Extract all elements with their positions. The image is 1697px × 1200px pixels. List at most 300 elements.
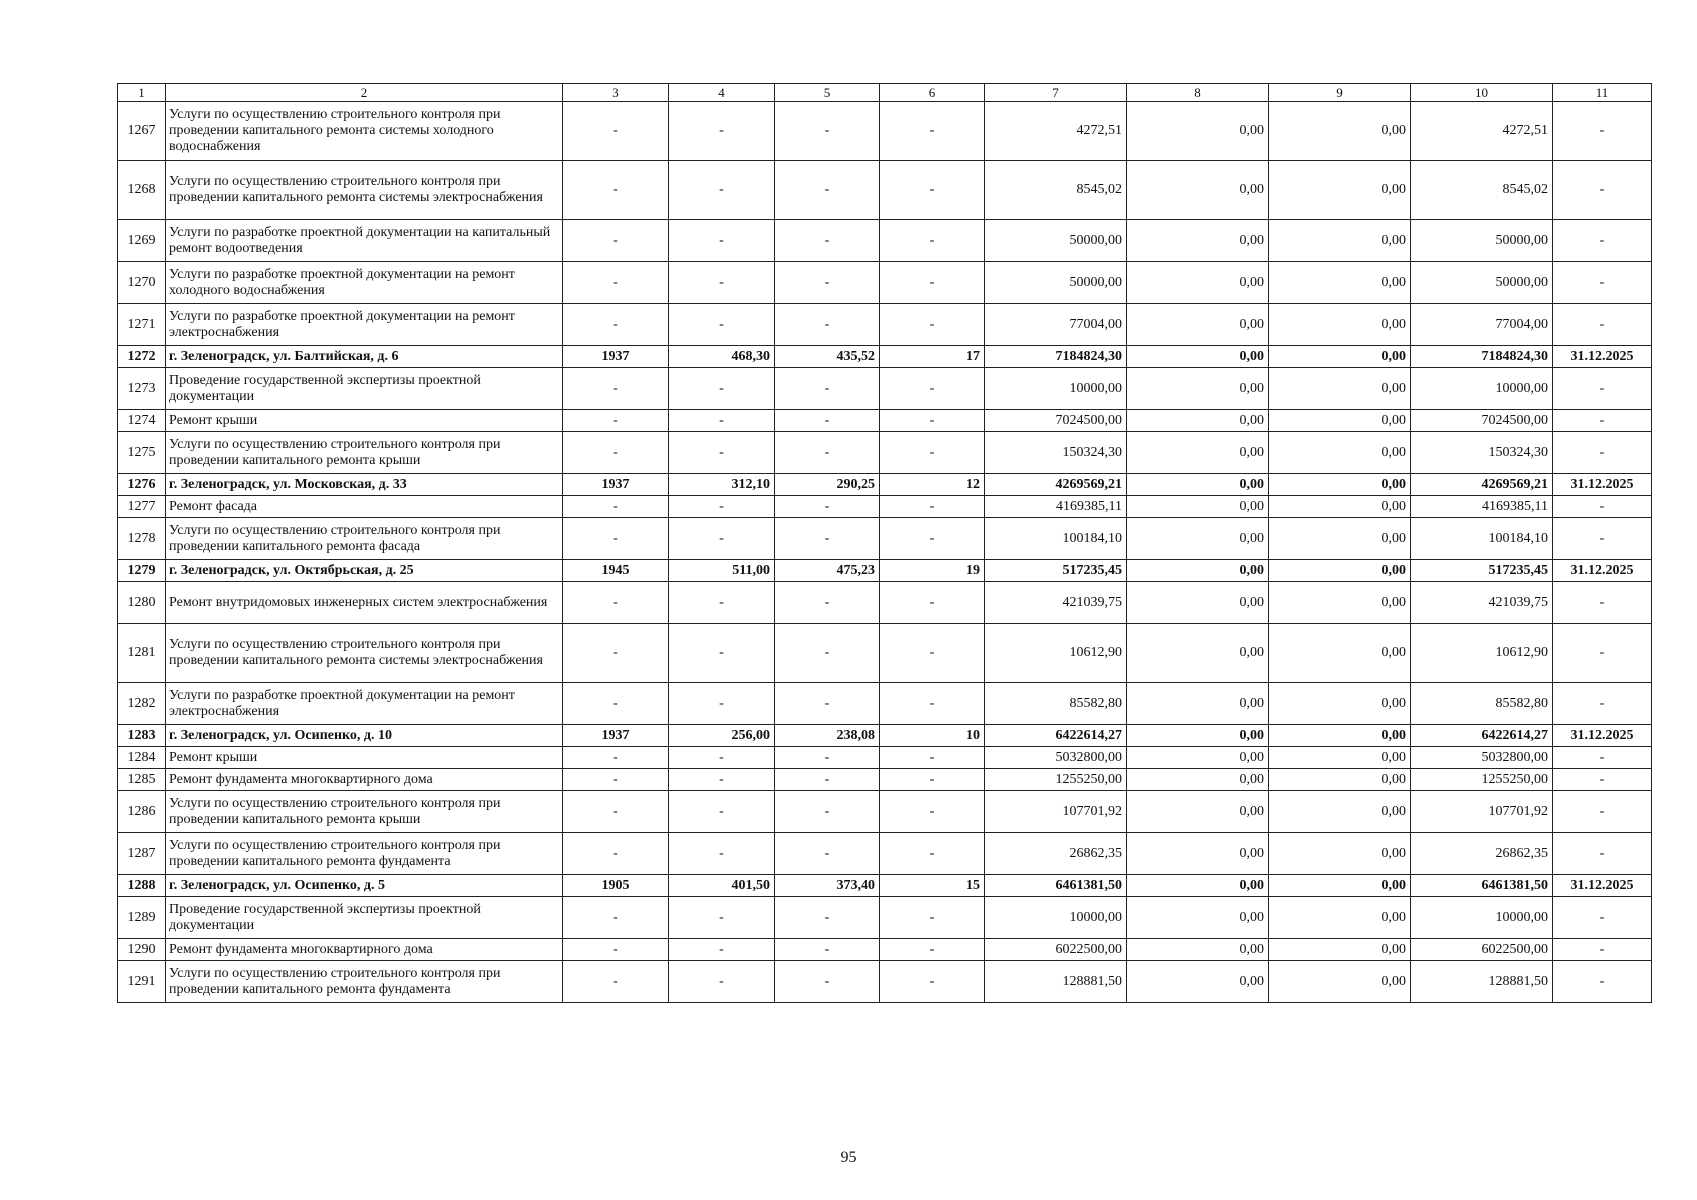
cell-residents: - (880, 961, 985, 1003)
cell-cost-fund-b: 0,00 (1269, 769, 1411, 791)
table-row (118, 683, 1652, 725)
cell-row-number: 1284 (118, 747, 166, 769)
cell-completion-date: - (1553, 432, 1652, 474)
cell-build-year: - (563, 582, 669, 624)
cell-cost-owners: 10000,00 (1411, 368, 1553, 410)
cell-cost-fund-a: 0,00 (1127, 725, 1269, 747)
cell-total-area: 256,00 (669, 725, 775, 747)
cell-total-area: 511,00 (669, 560, 775, 582)
cell-cost-fund-b: 0,00 (1269, 518, 1411, 560)
cell-cost-fund-a: 0,00 (1127, 875, 1269, 897)
cell-living-area: - (775, 961, 880, 1003)
cell-total-area: - (669, 747, 775, 769)
cell-work-name: Услуги по разработке проектной документации на ремонт холодного водоснабжения (166, 262, 563, 304)
cell-cost-total: 100184,10 (985, 518, 1127, 560)
cell-cost-fund-a: 0,00 (1127, 102, 1269, 161)
cell-build-year: 1937 (563, 346, 669, 368)
cell-cost-fund-a: 0,00 (1127, 897, 1269, 939)
cell-build-year: - (563, 304, 669, 346)
cell-cost-total: 7024500,00 (985, 410, 1127, 432)
cell-cost-fund-b: 0,00 (1269, 410, 1411, 432)
cell-total-area: - (669, 496, 775, 518)
cell-total-area: - (669, 262, 775, 304)
cell-completion-date: - (1553, 582, 1652, 624)
cell-cost-fund-b: 0,00 (1269, 747, 1411, 769)
table-row (118, 791, 1652, 833)
cell-completion-date: - (1553, 161, 1652, 220)
cell-cost-fund-b: 0,00 (1269, 161, 1411, 220)
cell-cost-total: 50000,00 (985, 262, 1127, 304)
cell-total-area: - (669, 368, 775, 410)
cell-cost-fund-b: 0,00 (1269, 102, 1411, 161)
col-header-9: 9 (1269, 84, 1411, 102)
cell-total-area: - (669, 939, 775, 961)
cell-build-year: - (563, 624, 669, 683)
cell-cost-total: 85582,80 (985, 683, 1127, 725)
cell-row-number: 1281 (118, 624, 166, 683)
cell-work-name: Услуги по осуществлению строительного контроля при проведении капитального ремонта фасада (166, 518, 563, 560)
cell-cost-total: 10000,00 (985, 897, 1127, 939)
cell-residents: - (880, 368, 985, 410)
cell-work-name: Услуги по разработке проектной документации на капитальный ремонт водоотведения (166, 220, 563, 262)
cell-row-number: 1280 (118, 582, 166, 624)
cell-row-number: 1279 (118, 560, 166, 582)
table-row (118, 102, 1652, 161)
cell-cost-fund-a: 0,00 (1127, 961, 1269, 1003)
table-row (118, 833, 1652, 875)
cell-cost-fund-b: 0,00 (1269, 961, 1411, 1003)
works-table (117, 83, 1652, 1003)
cell-living-area: 238,08 (775, 725, 880, 747)
cell-cost-fund-a: 0,00 (1127, 474, 1269, 496)
cell-cost-total: 6022500,00 (985, 939, 1127, 961)
cell-cost-owners: 421039,75 (1411, 582, 1553, 624)
cell-work-name: Услуги по осуществлению строительного контроля при проведении капитального ремонта системы электроснабжения (166, 624, 563, 683)
cell-cost-fund-a: 0,00 (1127, 304, 1269, 346)
table-row (118, 897, 1652, 939)
cell-living-area: - (775, 161, 880, 220)
cell-residents: - (880, 304, 985, 346)
cell-build-year: - (563, 961, 669, 1003)
cell-cost-owners: 128881,50 (1411, 961, 1553, 1003)
cell-cost-total: 4169385,11 (985, 496, 1127, 518)
cell-cost-owners: 150324,30 (1411, 432, 1553, 474)
cell-cost-total: 7184824,30 (985, 346, 1127, 368)
col-header-1: 1 (118, 84, 166, 102)
cell-work-name: г. Зеленоградск, ул. Московская, д. 33 (166, 474, 563, 496)
cell-row-number: 1285 (118, 769, 166, 791)
cell-living-area: - (775, 304, 880, 346)
cell-cost-total: 421039,75 (985, 582, 1127, 624)
cell-cost-owners: 26862,35 (1411, 833, 1553, 875)
cell-completion-date: - (1553, 410, 1652, 432)
cell-total-area: - (669, 220, 775, 262)
cell-residents: - (880, 410, 985, 432)
cell-living-area: - (775, 496, 880, 518)
cell-row-number: 1289 (118, 897, 166, 939)
cell-row-number: 1275 (118, 432, 166, 474)
cell-completion-date: - (1553, 769, 1652, 791)
cell-cost-fund-a: 0,00 (1127, 161, 1269, 220)
col-header-8: 8 (1127, 84, 1269, 102)
cell-cost-owners: 4169385,11 (1411, 496, 1553, 518)
cell-build-year: - (563, 939, 669, 961)
cell-residents: - (880, 102, 985, 161)
cell-cost-fund-a: 0,00 (1127, 791, 1269, 833)
cell-residents: 12 (880, 474, 985, 496)
cell-work-name: Проведение государственной экспертизы проектной документации (166, 897, 563, 939)
cell-cost-owners: 85582,80 (1411, 683, 1553, 725)
cell-cost-fund-b: 0,00 (1269, 939, 1411, 961)
cell-total-area: - (669, 961, 775, 1003)
cell-cost-owners: 6461381,50 (1411, 875, 1553, 897)
cell-cost-fund-a: 0,00 (1127, 683, 1269, 725)
cell-completion-date: - (1553, 747, 1652, 769)
cell-total-area: - (669, 833, 775, 875)
cell-cost-fund-b: 0,00 (1269, 262, 1411, 304)
cell-cost-total: 10000,00 (985, 368, 1127, 410)
cell-work-name: Услуги по осуществлению строительного контроля при проведении капитального ремонта крыши (166, 791, 563, 833)
cell-build-year: - (563, 220, 669, 262)
cell-living-area: 435,52 (775, 346, 880, 368)
cell-row-number: 1273 (118, 368, 166, 410)
cell-work-name: г. Зеленоградск, ул. Осипенко, д. 10 (166, 725, 563, 747)
cell-living-area: - (775, 939, 880, 961)
cell-cost-total: 77004,00 (985, 304, 1127, 346)
cell-work-name: Услуги по осуществлению строительного контроля при проведении капитального ремонта фундамента (166, 961, 563, 1003)
table-row (118, 769, 1652, 791)
cell-cost-fund-b: 0,00 (1269, 346, 1411, 368)
cell-work-name: Ремонт крыши (166, 410, 563, 432)
cell-cost-total: 150324,30 (985, 432, 1127, 474)
cell-cost-owners: 6022500,00 (1411, 939, 1553, 961)
cell-work-name: Услуги по осуществлению строительного контроля при проведении капитального ремонта крыши (166, 432, 563, 474)
col-header-5: 5 (775, 84, 880, 102)
cell-completion-date: 31.12.2025 (1553, 560, 1652, 582)
cell-cost-fund-a: 0,00 (1127, 262, 1269, 304)
cell-cost-owners: 7024500,00 (1411, 410, 1553, 432)
cell-build-year: - (563, 262, 669, 304)
cell-total-area: 468,30 (669, 346, 775, 368)
cell-build-year: - (563, 410, 669, 432)
table-row (118, 410, 1652, 432)
col-header-6: 6 (880, 84, 985, 102)
cell-residents: - (880, 518, 985, 560)
cell-cost-fund-a: 0,00 (1127, 582, 1269, 624)
cell-cost-total: 107701,92 (985, 791, 1127, 833)
cell-completion-date: - (1553, 833, 1652, 875)
cell-cost-fund-a: 0,00 (1127, 518, 1269, 560)
cell-cost-fund-a: 0,00 (1127, 346, 1269, 368)
table-row (118, 961, 1652, 1003)
cell-cost-total: 5032800,00 (985, 747, 1127, 769)
cell-build-year: - (563, 432, 669, 474)
cell-living-area: - (775, 102, 880, 161)
cell-cost-fund-a: 0,00 (1127, 769, 1269, 791)
cell-residents: - (880, 683, 985, 725)
cell-residents: - (880, 747, 985, 769)
cell-build-year: - (563, 683, 669, 725)
cell-cost-total: 4272,51 (985, 102, 1127, 161)
cell-total-area: - (669, 304, 775, 346)
cell-build-year: - (563, 833, 669, 875)
cell-completion-date: - (1553, 304, 1652, 346)
cell-cost-fund-b: 0,00 (1269, 791, 1411, 833)
table-row (118, 939, 1652, 961)
cell-completion-date: - (1553, 102, 1652, 161)
cell-residents: - (880, 769, 985, 791)
cell-work-name: Ремонт внутридомовых инженерных систем электроснабжения (166, 582, 563, 624)
cell-cost-fund-a: 0,00 (1127, 747, 1269, 769)
cell-completion-date: - (1553, 262, 1652, 304)
cell-cost-owners: 50000,00 (1411, 262, 1553, 304)
cell-build-year: - (563, 518, 669, 560)
address-row (118, 474, 1652, 496)
cell-completion-date: 31.12.2025 (1553, 346, 1652, 368)
cell-work-name: Услуги по осуществлению строительного контроля при проведении капитального ремонта системы электроснабжения (166, 161, 563, 220)
cell-work-name: Услуги по разработке проектной документации на ремонт электроснабжения (166, 304, 563, 346)
table-row (118, 368, 1652, 410)
cell-cost-fund-a: 0,00 (1127, 833, 1269, 875)
cell-total-area: - (669, 582, 775, 624)
cell-residents: - (880, 582, 985, 624)
cell-total-area: - (669, 102, 775, 161)
cell-living-area: - (775, 518, 880, 560)
address-row (118, 560, 1652, 582)
cell-row-number: 1277 (118, 496, 166, 518)
cell-completion-date: 31.12.2025 (1553, 725, 1652, 747)
cell-living-area: 373,40 (775, 875, 880, 897)
cell-row-number: 1269 (118, 220, 166, 262)
cell-residents: - (880, 897, 985, 939)
cell-cost-fund-b: 0,00 (1269, 725, 1411, 747)
cell-cost-total: 1255250,00 (985, 769, 1127, 791)
cell-residents: 15 (880, 875, 985, 897)
cell-total-area: - (669, 518, 775, 560)
cell-completion-date: - (1553, 961, 1652, 1003)
cell-row-number: 1271 (118, 304, 166, 346)
cell-build-year: - (563, 769, 669, 791)
cell-cost-fund-a: 0,00 (1127, 220, 1269, 262)
cell-total-area: - (669, 432, 775, 474)
cell-work-name: Услуги по разработке проектной документации на ремонт электроснабжения (166, 683, 563, 725)
address-row (118, 875, 1652, 897)
cell-cost-fund-b: 0,00 (1269, 897, 1411, 939)
col-header-7: 7 (985, 84, 1127, 102)
cell-build-year: - (563, 161, 669, 220)
cell-cost-total: 4269569,21 (985, 474, 1127, 496)
cell-work-name: г. Зеленоградск, ул. Осипенко, д. 5 (166, 875, 563, 897)
cell-cost-fund-a: 0,00 (1127, 432, 1269, 474)
cell-completion-date: - (1553, 939, 1652, 961)
cell-living-area: - (775, 220, 880, 262)
cell-living-area: - (775, 432, 880, 474)
cell-row-number: 1278 (118, 518, 166, 560)
cell-build-year: - (563, 791, 669, 833)
cell-build-year: - (563, 102, 669, 161)
cell-row-number: 1282 (118, 683, 166, 725)
cell-total-area: - (669, 161, 775, 220)
cell-living-area: - (775, 833, 880, 875)
cell-completion-date: - (1553, 220, 1652, 262)
cell-residents: - (880, 432, 985, 474)
cell-cost-fund-b: 0,00 (1269, 582, 1411, 624)
cell-completion-date: - (1553, 368, 1652, 410)
cell-row-number: 1283 (118, 725, 166, 747)
cell-cost-fund-b: 0,00 (1269, 875, 1411, 897)
cell-cost-owners: 7184824,30 (1411, 346, 1553, 368)
cell-residents: - (880, 833, 985, 875)
cell-completion-date: - (1553, 624, 1652, 683)
cell-work-name: Ремонт крыши (166, 747, 563, 769)
cell-cost-owners: 100184,10 (1411, 518, 1553, 560)
cell-living-area: - (775, 747, 880, 769)
cell-cost-fund-b: 0,00 (1269, 474, 1411, 496)
cell-living-area: - (775, 368, 880, 410)
cell-completion-date: - (1553, 897, 1652, 939)
cell-cost-owners: 50000,00 (1411, 220, 1553, 262)
cell-build-year: - (563, 747, 669, 769)
cell-cost-fund-a: 0,00 (1127, 939, 1269, 961)
cell-cost-fund-b: 0,00 (1269, 220, 1411, 262)
cell-total-area: 312,10 (669, 474, 775, 496)
cell-row-number: 1291 (118, 961, 166, 1003)
cell-completion-date: 31.12.2025 (1553, 474, 1652, 496)
cell-build-year: - (563, 368, 669, 410)
cell-total-area: - (669, 624, 775, 683)
cell-build-year: 1945 (563, 560, 669, 582)
table-row (118, 432, 1652, 474)
cell-cost-owners: 6422614,27 (1411, 725, 1553, 747)
cell-cost-total: 517235,45 (985, 560, 1127, 582)
table-row (118, 161, 1652, 220)
cell-cost-owners: 77004,00 (1411, 304, 1553, 346)
table-row (118, 304, 1652, 346)
page-number: 95 (840, 1149, 857, 1166)
cell-living-area: 290,25 (775, 474, 880, 496)
cell-work-name: Услуги по осуществлению строительного контроля при проведении капитального ремонта фундамента (166, 833, 563, 875)
cell-living-area: - (775, 410, 880, 432)
cell-cost-total: 6422614,27 (985, 725, 1127, 747)
cell-cost-fund-a: 0,00 (1127, 410, 1269, 432)
cell-total-area: - (669, 683, 775, 725)
cell-row-number: 1270 (118, 262, 166, 304)
cell-cost-fund-b: 0,00 (1269, 304, 1411, 346)
cell-build-year: 1937 (563, 474, 669, 496)
cell-total-area: - (669, 791, 775, 833)
cell-cost-owners: 517235,45 (1411, 560, 1553, 582)
cell-cost-total: 128881,50 (985, 961, 1127, 1003)
cell-completion-date: - (1553, 496, 1652, 518)
cell-cost-fund-a: 0,00 (1127, 496, 1269, 518)
cell-total-area: - (669, 769, 775, 791)
cell-cost-fund-b: 0,00 (1269, 432, 1411, 474)
cell-residents: - (880, 791, 985, 833)
table-row (118, 262, 1652, 304)
cell-residents: - (880, 220, 985, 262)
table-row (118, 496, 1652, 518)
cell-cost-fund-b: 0,00 (1269, 683, 1411, 725)
cell-living-area: - (775, 582, 880, 624)
cell-cost-owners: 1255250,00 (1411, 769, 1553, 791)
cell-cost-fund-b: 0,00 (1269, 496, 1411, 518)
cell-build-year: - (563, 897, 669, 939)
table-row (118, 747, 1652, 769)
cell-row-number: 1272 (118, 346, 166, 368)
cell-cost-fund-b: 0,00 (1269, 624, 1411, 683)
cell-work-name: Услуги по осуществлению строительного контроля при проведении капитального ремонта системы холодного водоснабжения (166, 102, 563, 161)
cell-residents: - (880, 161, 985, 220)
cell-completion-date: - (1553, 518, 1652, 560)
cell-work-name: Ремонт фасада (166, 496, 563, 518)
cell-cost-owners: 10000,00 (1411, 897, 1553, 939)
cell-cost-total: 50000,00 (985, 220, 1127, 262)
cell-row-number: 1274 (118, 410, 166, 432)
cell-row-number: 1290 (118, 939, 166, 961)
cell-total-area: 401,50 (669, 875, 775, 897)
table-body (118, 102, 1652, 1003)
cell-row-number: 1286 (118, 791, 166, 833)
table-row (118, 624, 1652, 683)
cell-cost-total: 6461381,50 (985, 875, 1127, 897)
table-row (118, 518, 1652, 560)
cell-row-number: 1288 (118, 875, 166, 897)
cell-work-name: Проведение государственной экспертизы проектной документации (166, 368, 563, 410)
cell-living-area: - (775, 683, 880, 725)
cell-residents: - (880, 624, 985, 683)
cell-residents: - (880, 496, 985, 518)
col-header-4: 4 (669, 84, 775, 102)
cell-work-name: Ремонт фундамента многоквартирного дома (166, 939, 563, 961)
cell-cost-owners: 10612,90 (1411, 624, 1553, 683)
cell-work-name: г. Зеленоградск, ул. Октябрьская, д. 25 (166, 560, 563, 582)
cell-cost-fund-b: 0,00 (1269, 368, 1411, 410)
cell-cost-owners: 107701,92 (1411, 791, 1553, 833)
cell-living-area: - (775, 897, 880, 939)
col-header-11: 11 (1553, 84, 1652, 102)
cell-residents: - (880, 262, 985, 304)
cell-row-number: 1276 (118, 474, 166, 496)
cell-residents: 17 (880, 346, 985, 368)
cell-build-year: 1937 (563, 725, 669, 747)
cell-residents: 19 (880, 560, 985, 582)
cell-row-number: 1267 (118, 102, 166, 161)
cell-cost-owners: 4269569,21 (1411, 474, 1553, 496)
table-row (118, 220, 1652, 262)
cell-total-area: - (669, 897, 775, 939)
cell-living-area: - (775, 624, 880, 683)
cell-cost-fund-b: 0,00 (1269, 833, 1411, 875)
cell-build-year: 1905 (563, 875, 669, 897)
cell-cost-total: 8545,02 (985, 161, 1127, 220)
cell-living-area: - (775, 791, 880, 833)
cell-completion-date: 31.12.2025 (1553, 875, 1652, 897)
cell-cost-owners: 4272,51 (1411, 102, 1553, 161)
cell-cost-total: 26862,35 (985, 833, 1127, 875)
cell-cost-fund-a: 0,00 (1127, 624, 1269, 683)
cell-cost-fund-a: 0,00 (1127, 560, 1269, 582)
col-header-3: 3 (563, 84, 669, 102)
table-row (118, 582, 1652, 624)
cell-work-name: г. Зеленоградск, ул. Балтийская, д. 6 (166, 346, 563, 368)
cell-total-area: - (669, 410, 775, 432)
cell-row-number: 1287 (118, 833, 166, 875)
col-header-2: 2 (166, 84, 563, 102)
cell-living-area: - (775, 262, 880, 304)
column-number-row (118, 84, 1652, 102)
cell-completion-date: - (1553, 791, 1652, 833)
address-row (118, 725, 1652, 747)
